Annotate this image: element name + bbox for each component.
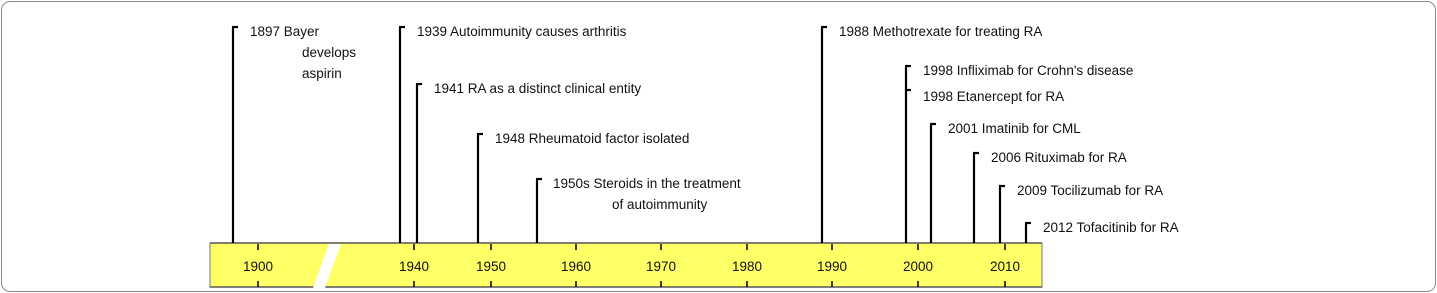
axis-tick-label: 1940 [398, 259, 430, 274]
event-label: 1939 Autoimmunity causes arthritis [417, 24, 627, 39]
axis-tick-label: 1900 [242, 259, 274, 274]
axis-tick-label: 1990 [816, 259, 848, 274]
event-label: 1998 Etanercept for RA [923, 89, 1065, 104]
event-label: aspirin [302, 66, 342, 81]
event-label: of autoimmunity [612, 197, 708, 212]
event-label: develops [302, 45, 357, 60]
axis-tick-label: 1970 [645, 259, 677, 274]
axis-tick-label: 1960 [560, 259, 592, 274]
event-label: 2012 Tofacitinib for RA [1043, 220, 1179, 235]
event-label: 1897 Bayer [250, 24, 320, 39]
event-label: 2006 Rituximab for RA [991, 150, 1127, 165]
event-label: 1948 Rheumatoid factor isolated [495, 131, 690, 146]
axis-tick-label: 2010 [989, 259, 1021, 274]
event-labels [250, 24, 1179, 235]
event-label: 1998 Infliximab for Crohn's disease [923, 63, 1134, 78]
event-label: 2001 Imatinib for CML [948, 121, 1081, 136]
event-label: 1988 Methotrexate for treating RA [839, 24, 1043, 39]
event-label: 1941 RA as a distinct clinical entity [434, 81, 642, 96]
event-label: 2009 Tocilizumab for RA [1017, 183, 1164, 198]
axis-tick-label: 1980 [731, 259, 763, 274]
axis-tick-label: 1950 [475, 259, 507, 274]
event-label: 1950s Steroids in the treatment [553, 176, 741, 191]
axis-tick-label: 2000 [902, 259, 934, 274]
